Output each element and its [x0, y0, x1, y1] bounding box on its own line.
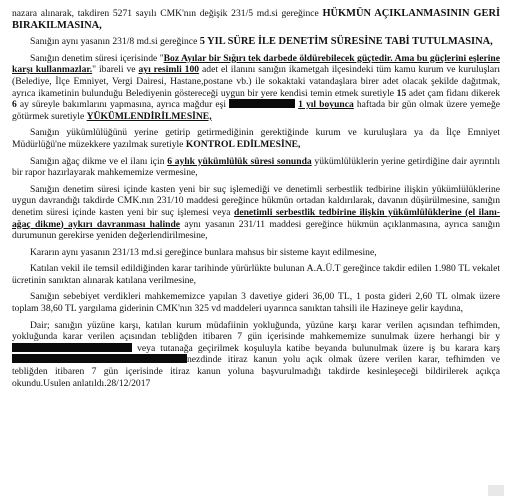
page-corner-mark [488, 485, 504, 496]
text: Sanığın denetim süresi içinde kasten yeni bir suç işlemediği ve denetimli serbestlik tedbirine ilişkin yükümlülüklerine uygun davrandığı takdirde CMK.nın 231/10 maddesi gereğince hükmün ortadan kaldırılarak, davanın düşürülmesine, sanığın denetim süresi içinde kasten yeni bir suç işlemesi veya [12, 183, 500, 218]
paragraph-costs: Sanığın sebebiyet verdikleri mahkememizce yapılan 3 davetiye gideri 36,00 TL, 1 posta gideri 2,60 TL olmak üzere toplam 38,60 TL yargılama giderinin CMK'nın 325 vd maddeleri uyarınca sanıktan tahsili ile Hazineye gelir kaydına, [12, 291, 500, 315]
flyer-count: ayı resimli 100 [138, 64, 200, 76]
text: veya tutanağa geçirilmek koşuluyla katibe beyanda bulunulmak üzere iş bu karara karş [132, 342, 500, 354]
paragraph-probation [12, 36, 500, 48]
redaction-bar [229, 99, 295, 108]
text: nazara alınarak, takdiren 5271 sayılı CMK'nın değişik 231/5 md.si gereğince [12, 8, 323, 19]
bold-ruling: 5 YIL SÜRE İLE DENETİM SÜRESİNE TABİ TUTULMASINA, [199, 36, 493, 48]
paragraph-registry: Kararın aynı yasanın 231/13 md.si gereğince bunlara mahsus bir sisteme kayıt edilmesine, [30, 246, 377, 258]
text: nezdinde itiraz kanun yolu açık olmak üzere verilen karar, tefhimden ve tebliğden itibaren 7 gün içerisinde itiraz kanun yoluna başvurulmadığı takdirde kesinleşeceği bildirilerek açıkça okundu.Usulen anlatıldı.28/12/2017 [12, 354, 500, 389]
paragraph-deferral [12, 8, 500, 31]
paragraph-report [12, 156, 500, 179]
text: haftada bir gün olmak üzere yemeğe götürmek suretiyle [12, 99, 500, 122]
paragraph-conditions [12, 184, 500, 242]
quoted-slogan: Boz Ayılar bir Sığırı tek darbede öldürebilecek güçtedir. Ama bu güçlerini eşlerine karşı kullanmazlar. [12, 52, 500, 76]
bold-ruling: HÜKMÜN AÇIKLANMASININ GERİ BIRAKILMASINA, [12, 8, 500, 31]
violation-clause: denetimli serbestlik tedbirine ilişkin yükümlülüklerine (el ilanı-ağaç dikme) aykırı davranması halinde [12, 206, 500, 230]
redaction-bar [12, 354, 187, 363]
tree-count: 15 [396, 87, 407, 99]
duration: 1 yıl boyunca [298, 99, 354, 111]
bold-ruling: KONTROL EDİLMESİNE, [185, 138, 301, 150]
redaction-bar [12, 343, 132, 352]
period: 6 aylık yükümlülük süresi sonunda [167, 155, 312, 167]
bold-ruling: YÜKÜMLENDİRİLMESİNE, [86, 110, 212, 122]
text: adet el ilanını sanığın ikametgah ilçesindeki tüm kamu kurum ve kuruluşları (Belediye, İlçe Emniyet, Vergi Dairesi, Hastane,postane vb.) ile sokaktaki vatandaşlara birer adet olacak şekilde dağıtmak, ayrıca ikametinin bulunduğu Belediyenin göstereceği uygun bir yere kendisi temin etmek suretiyle [12, 64, 501, 99]
text: Sanığın denetim süresi içerisinde " [30, 52, 164, 64]
text: Sanığın aynı yasanın 231/8 md.si gereğince [30, 36, 200, 48]
text: Dair; sanığın yüzüne karşı, katılan kurum müdafiinin yokluğunda, yüzüne karşı karar verilen açısından tefhimden, yokluğunda karar verilen açısından tebliğden itibaren 7 gün içerisinde mahkememize sunulmak üzere herhangi bir y [12, 319, 500, 343]
text: Sanığın yükümlülüğünü yerine getirip getirmediğinin gerektiğinde kurum ve kuruluşlara ya da İlçe Emniyet Müdürlüğü'ne müzekkere yazılmak suretiyle [12, 127, 500, 150]
text: yükümlülüklerin yerine getirdiğine dair ayrıntılı bir rapor hazırlayarak mahkememize vermesine, [12, 155, 501, 179]
text: " ibareli ve [92, 64, 139, 76]
paragraph-appeal [12, 320, 500, 390]
text: adet çam fidanı dikerek [406, 87, 500, 99]
paragraph-obligations [12, 53, 500, 123]
text: ay süreyle bakımlarını yapmasına, ayrıca mağdur eşi [16, 99, 230, 111]
text: Sanığın ağaç dikme ve el ilanı için [30, 155, 168, 167]
paragraph-attorney-fee: Katılan vekil ile temsil edildiğinden karar tarihinde yürürlükte bulunan A.A.Ü.T gereğince takdir edilen 1.980 TL vekalet ücretinin sanıktan alınarak katılana verilmesine, [12, 263, 500, 286]
text: aynı yasanın 231/11 maddesi gereğince hükmün açıklanmasına, ayrıca sanığın durumunun gerekirse yeniden değerlendirilmesine, [12, 218, 500, 242]
months-count: 6 [12, 99, 17, 111]
paragraph-control [12, 127, 500, 150]
